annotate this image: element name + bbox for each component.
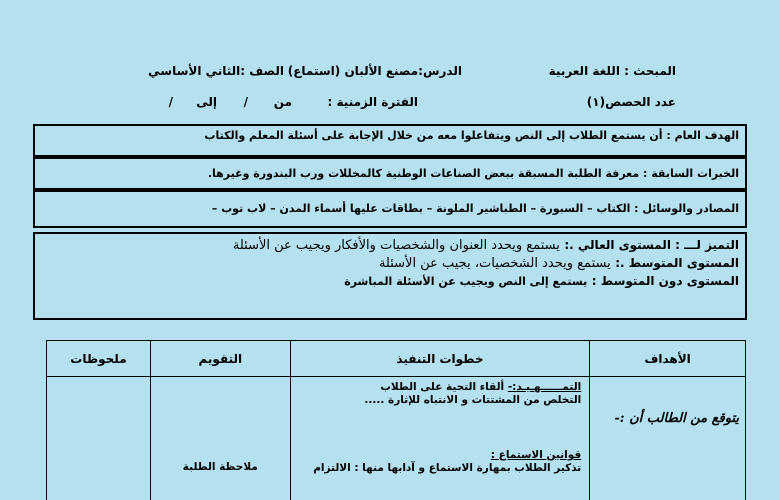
objective-intro: يتوقع من الطالب أن :-: [614, 411, 739, 426]
level-high-label: التميز لـــ : المستوى العالي .:: [564, 238, 739, 252]
table-header-row: [47, 341, 746, 377]
intro-line-1: ألقاء التحية على الطلاب: [380, 381, 505, 393]
lesson-label: الدرس:مصنع الألبان (استماع): [287, 64, 462, 78]
date-slash: /: [243, 95, 248, 109]
level-mid-text: يستمع ويحدد الشخصيات، يجيب عن الأسئلة: [378, 256, 611, 271]
lesson-plan-table: [46, 340, 746, 500]
level-mid-label: المستوى المتوسط .:: [615, 256, 739, 270]
rules-line: تذكير الطلاب بمهارة الاستماع و آدابها منها : الالتزام: [313, 462, 582, 474]
resources-text: المصادر والوسائل : الكتاب – السبورة – الطباشير الملونة – بطاقات عليها أسماء المدن – لاب توب –: [211, 202, 739, 215]
steps-cell: [290, 377, 590, 500]
level-low-text: يستمع إلى النص ويجيب عن الأسئلة المباشرة: [344, 275, 588, 288]
periods-count: عدد الحصص(١): [586, 95, 676, 109]
intro-step: [295, 381, 582, 394]
steps-header: خطوات التنفيذ: [290, 341, 590, 377]
differentiation-box: [33, 232, 747, 320]
level-low-label: المستوى دون المتوسط :: [591, 274, 739, 288]
intro-line-2: التخلص من المشتتات و الانتباه للإثارة .....: [364, 394, 582, 406]
date-slash: /: [168, 95, 173, 109]
rules-title: قوانين الاستماع :: [490, 449, 582, 461]
to-label: إلى: [196, 95, 217, 109]
prior-experience-box: [33, 157, 747, 190]
from-label: من: [273, 95, 292, 109]
objectives-cell: [590, 377, 746, 500]
time-period-label: الفترة الزمنية :: [327, 95, 418, 109]
general-goal-box: [33, 124, 747, 157]
level-high: [41, 238, 739, 253]
resources-box: [33, 190, 747, 228]
level-mid: [41, 253, 739, 271]
intro-title: التمــــــهـيـد:-: [507, 381, 582, 393]
subject-label: المبحث : اللغة العربية: [548, 64, 676, 78]
objectives-header: الأهداف: [590, 341, 746, 377]
general-goal-text: الهدف العام : أن يستمع الطلاب إلى النص ويتفاعلوا معه من خلال الإجابة على أسئلة المعلم والكتاب: [204, 129, 739, 142]
notes-cell: [47, 377, 151, 500]
notes-header: ملحوظات: [47, 341, 151, 377]
evaluation-header: التقويم: [150, 341, 290, 377]
table-row: [47, 377, 746, 500]
evaluation-note: ملاحظة الطلبة: [182, 461, 258, 473]
level-high-text: يستمع ويحدد العنوان والشخصيات والأفكار ويجيب عن الأسئلة: [232, 238, 560, 253]
evaluation-cell: [150, 377, 290, 500]
level-low: [41, 271, 739, 289]
grade-label: الصف :الثاني الأساسي: [148, 64, 284, 78]
prior-experience-text: الخبرات السابقة : معرفة الطلبة المسبقة ببعض الصناعات الوطنية كالمخللات ورب البندورة وغيرها.: [207, 167, 739, 180]
